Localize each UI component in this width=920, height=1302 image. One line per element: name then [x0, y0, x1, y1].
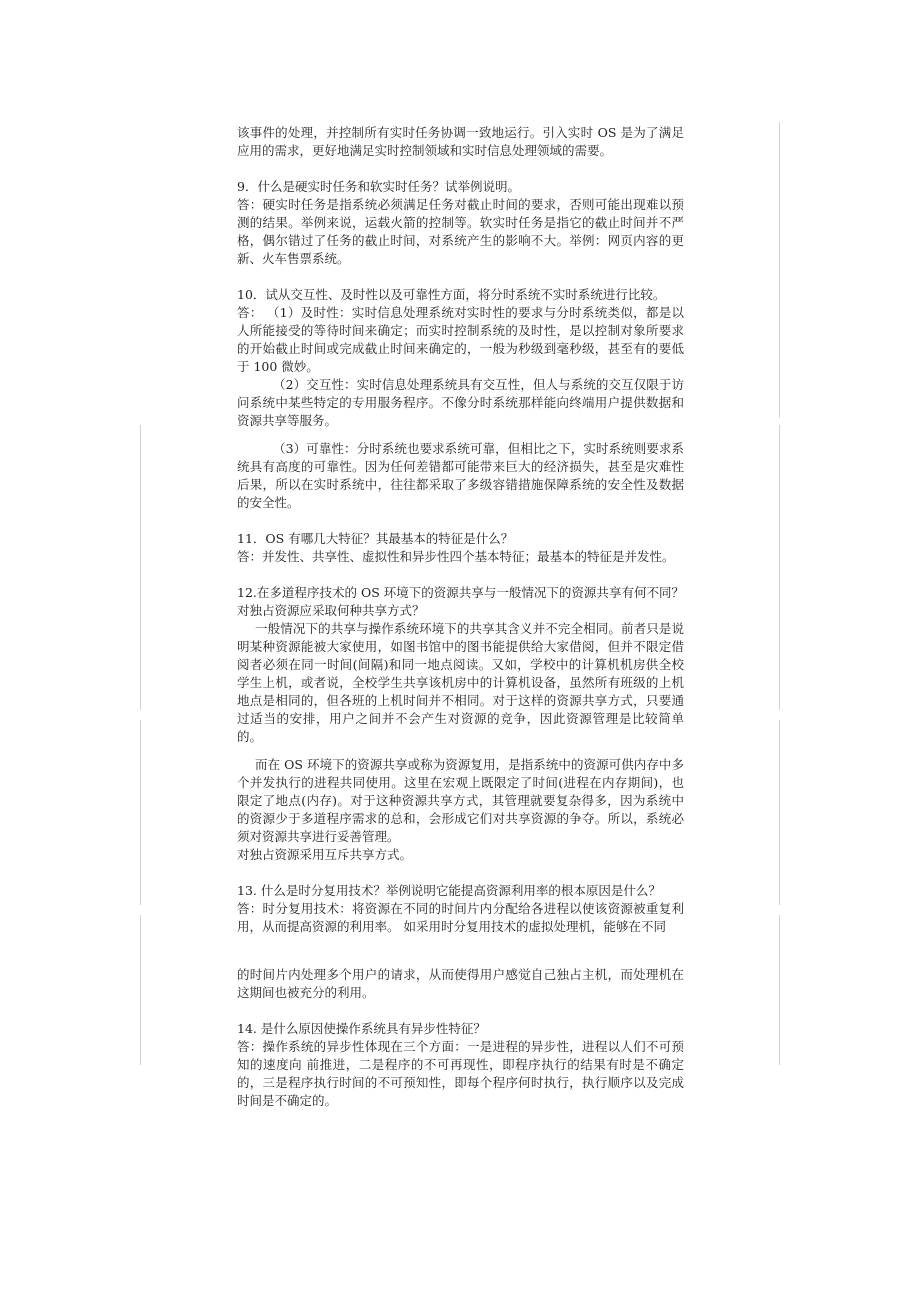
question-10: 10．试从交互性、及时性以及可靠性方面，将分时系统不实时系统进行比较。	[237, 287, 666, 302]
right-edge-rule	[779, 122, 780, 418]
question-13: 13. 什么是时分复用技术？举例说明它能提高资源利用率的根本原因是什么？	[237, 883, 661, 898]
answer-9: 答：硬实时任务是指系统必须满足任务对截止时间的要求，否则可能出现难以预测的结果。举例来说，运载火箭的控制等。软实时任务是指它的截止时间并不严格，偶尔错过了任务的截止时间，对系统产生的影响不大。举例：网页内容的更新、火车售票系统。	[237, 197, 684, 266]
question-14: 14. 是什么原因使操作系统具有异步性特征？	[237, 1021, 486, 1036]
left-edge-rule	[140, 915, 141, 1065]
answer-13-part2: 的时间片内处理多个用户的请求，从而使得用户感觉自己独占主机，而处理机在这期间也被充分的利用。	[237, 967, 684, 1000]
answer-12-exclusive: 对独占资源采用互斥共享方式。	[237, 847, 413, 862]
left-edge-rule	[140, 425, 141, 710]
question-11: 11．OS 有哪几大特征？其最基本的特征是什么？	[237, 531, 514, 546]
right-edge-rule	[779, 425, 780, 710]
question-12: 12.在多道程序技术的 OS 环境下的资源共享与一般情况下的资源共享有何不同？对独占资源应采取何种共享方式？	[237, 585, 684, 618]
answer-12-os: 而在 OS 环境下的资源共享或称为资源复用，是指系统中的资源可供内存中多个并发执行的进程共同使用。这里在宏观上既限定了时间(进程在内存期间)，也限定了地点(内存)。对于这种资源共享方式，其管理就要复杂得多，因为系统中的资源少于多道程序需求的总和，会形成它们对共享资源的争夺。所以，系统必须对资源共享进行妥善管理。	[237, 757, 684, 844]
answer-11: 答：并发性、共享性、虚拟性和异步性四个基本特征；最基本的特征是并发性。	[237, 549, 675, 564]
question-9: 9．什么是硬实时任务和软实时任务？试举例说明。	[237, 179, 520, 194]
document-body	[237, 124, 684, 1110]
right-edge-rule	[779, 915, 780, 1065]
answer-10-reliability: （3）可靠性：分时系统也要求系统可靠，但相比之下，实时系统则要求系统具有高度的可靠性。因为任何差错都可能带来巨大的经济损失，甚至是灾难性后果，所以在实时系统中，往往都采取了多级容错措施保障系统的安全性及数据的安全性。	[237, 441, 684, 510]
answer-13-part1: 答：时分复用技术：将资源在不同的时间片内分配给各进程以使该资源被重复利用，从而提高资源的利用率。 如采用时分复用技术的虚拟处理机，能够在不同	[237, 901, 684, 934]
answer-10-interactivity: （2）交互性：实时信息处理系统具有交互性，但人与系统的交互仅限于访问系统中某些特定的专用服务程序。不像分时系统那样能向终端用户提供数据和资源共享等服务。	[237, 377, 684, 428]
right-edge-rule	[779, 720, 780, 905]
answer-12-general: 一般情况下的共享与操作系统环境下的共享其含义并不完全相同。前者只是说明某种资源能被大家使用，如图书馆中的图书能提供给大家借阅，但并不限定借阅者必须在同一时间(间隔)和同一地点阅读。又如，学校中的计算机机房供全校学生上机，或者说，全校学生共享该机房中的计算机设备，虽然所有班级的上机地点是相同的，但各班的上机时间并不相同。对于这样的资源共享方式，只要通过适当的安排，用户之间并不会产生对资源的竞争，因此资源管理是比较简单的。	[237, 621, 684, 744]
answer-10-timeliness: 答： （1）及时性：实时信息处理系统对实时性的要求与分时系统类似，都是以人所能接受的等待时间来确定；而实时控制系统的及时性，是以控制对象所要求的开始截止时间或完成截止时间来确定的，一般为秒级到毫秒级，甚至有的要低于 100 微妙。	[237, 305, 684, 374]
answer-14: 答：操作系统的异步性体现在三个方面：一是进程的异步性，进程以人们不可预知的速度向 前推进，二是程序的不可再现性，即程序执行的结果有时是不确定的，三是程序执行时间的不可预知性，即每个程序何时执行，执行顺序以及完成时间是不确定的。	[237, 1039, 684, 1108]
paragraph-intro: 该事件的处理，并控制所有实时任务协调一致地运行。引入实时 OS 是为了满足应用的需求，更好地满足实时控制领域和实时信息处理领域的需要。	[237, 125, 684, 158]
left-edge-rule	[140, 720, 141, 905]
